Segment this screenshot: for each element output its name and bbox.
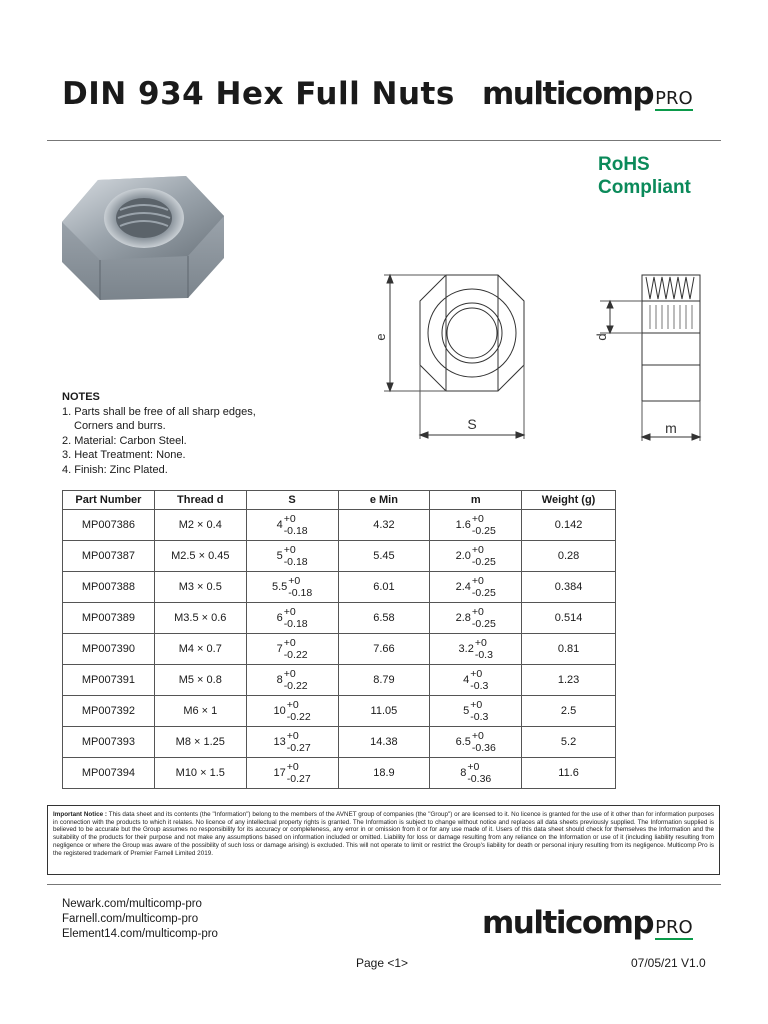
cell-s-tol-lower: -0.18 bbox=[283, 617, 308, 630]
dim-label-d: d bbox=[594, 333, 609, 341]
table-row bbox=[63, 510, 616, 541]
cell-e-min: 8.79 bbox=[338, 665, 430, 696]
cell-thread: M2 × 0.4 bbox=[154, 510, 246, 541]
cell-e-min: 18.9 bbox=[338, 758, 430, 789]
cell-weight: 2.5 bbox=[522, 696, 616, 727]
cell-s-tol-upper: +0 bbox=[286, 729, 299, 742]
cell-part-number: MP007390 bbox=[63, 634, 155, 665]
notice-label: Important Notice : bbox=[53, 811, 108, 818]
cell-thread: M10 × 1.5 bbox=[154, 758, 246, 789]
cell-s-tol-lower: -0.22 bbox=[283, 648, 308, 661]
col-m: m bbox=[430, 491, 522, 510]
link-element14[interactable]: Element14.com/multicomp-pro bbox=[62, 928, 218, 940]
cell-s-tol-lower: -0.27 bbox=[286, 772, 311, 785]
cell-weight: 0.514 bbox=[522, 603, 616, 634]
footer-divider bbox=[47, 884, 721, 885]
cell-s-tol-lower: -0.22 bbox=[286, 710, 311, 723]
cell-m-tol-lower: -0.25 bbox=[471, 617, 496, 630]
cell-s-tol-upper: +0 bbox=[283, 667, 296, 680]
cell-m bbox=[430, 665, 522, 696]
cell-part-number: MP007386 bbox=[63, 510, 155, 541]
hex-nut-photo bbox=[58, 170, 230, 302]
dim-label-s: S bbox=[467, 416, 477, 432]
cell-m-nominal: 2.0 bbox=[455, 550, 471, 562]
cell-s-nominal: 5.5 bbox=[271, 581, 288, 593]
cell-m-tol-lower: -0.25 bbox=[471, 586, 496, 599]
cell-m bbox=[430, 572, 522, 603]
cell-s-nominal: 10 bbox=[273, 705, 286, 717]
cell-s-nominal: 4 bbox=[276, 519, 283, 531]
cell-s-nominal: 8 bbox=[276, 674, 283, 686]
note-item: 1. Parts shall be free of all sharp edges, bbox=[62, 405, 256, 418]
cell-m-tol-upper: +0 bbox=[474, 636, 487, 649]
cell-weight: 0.142 bbox=[522, 510, 616, 541]
cell-part-number: MP007388 bbox=[63, 572, 155, 603]
cell-m-nominal: 2.4 bbox=[455, 581, 471, 593]
table-header-row bbox=[63, 491, 616, 510]
cell-s-tol-upper: +0 bbox=[283, 605, 296, 618]
cell-thread: M4 × 0.7 bbox=[154, 634, 246, 665]
cell-m-tol-upper: +0 bbox=[471, 605, 484, 618]
note-item: 2. Material: Carbon Steel. bbox=[62, 434, 187, 447]
cell-m-nominal: 5 bbox=[463, 705, 470, 717]
table-row bbox=[63, 696, 616, 727]
cell-thread: M2.5 × 0.45 bbox=[154, 541, 246, 572]
cell-weight: 0.28 bbox=[522, 541, 616, 572]
cell-m-nominal: 3.2 bbox=[458, 643, 474, 655]
cell-s-nominal: 7 bbox=[276, 643, 283, 655]
note-item: 4. Finish: Zinc Plated. bbox=[62, 463, 168, 476]
spec-table bbox=[62, 490, 616, 789]
cell-s bbox=[246, 665, 338, 696]
table-row bbox=[63, 603, 616, 634]
cell-s-nominal: 6 bbox=[276, 612, 283, 624]
cell-m bbox=[430, 696, 522, 727]
rohs-line1: RoHS bbox=[598, 154, 650, 175]
table-row bbox=[63, 665, 616, 696]
multicomp-pro-logo bbox=[482, 76, 693, 112]
cell-m bbox=[430, 603, 522, 634]
cell-part-number: MP007394 bbox=[63, 758, 155, 789]
cell-m-tol-upper: +0 bbox=[471, 512, 484, 525]
cell-thread: M6 × 1 bbox=[154, 696, 246, 727]
col-part-number: Part Number bbox=[63, 491, 155, 510]
cell-m bbox=[430, 634, 522, 665]
cell-weight: 11.6 bbox=[522, 758, 616, 789]
cell-e-min: 14.38 bbox=[338, 727, 430, 758]
cell-weight: 1.23 bbox=[522, 665, 616, 696]
cell-s bbox=[246, 541, 338, 572]
cell-s bbox=[246, 634, 338, 665]
cell-s-tol-upper: +0 bbox=[286, 698, 299, 711]
cell-m-tol-upper: +0 bbox=[470, 698, 483, 711]
table-row bbox=[63, 727, 616, 758]
logo-word: multicomp bbox=[482, 76, 654, 112]
cell-m bbox=[430, 758, 522, 789]
cell-weight: 0.384 bbox=[522, 572, 616, 603]
cell-m-tol-lower: -0.25 bbox=[471, 555, 496, 568]
cell-s-tol-upper: +0 bbox=[283, 512, 296, 525]
cell-e-min: 5.45 bbox=[338, 541, 430, 572]
col-e-min: e Min bbox=[338, 491, 430, 510]
col-weight: Weight (g) bbox=[522, 491, 616, 510]
cell-m bbox=[430, 727, 522, 758]
cell-s-tol-upper: +0 bbox=[283, 543, 296, 556]
cell-m-nominal: 8 bbox=[460, 767, 467, 779]
cell-e-min: 4.32 bbox=[338, 510, 430, 541]
link-farnell[interactable]: Farnell.com/multicomp-pro bbox=[62, 913, 199, 925]
cell-m-tol-lower: -0.3 bbox=[474, 648, 493, 661]
cell-m-tol-lower: -0.3 bbox=[470, 710, 489, 723]
important-notice bbox=[47, 805, 720, 875]
note-item: 3. Heat Treatment: None. bbox=[62, 449, 186, 461]
cell-m-tol-lower: -0.3 bbox=[470, 679, 489, 692]
rohs-badge bbox=[598, 153, 691, 199]
cell-part-number: MP007387 bbox=[63, 541, 155, 572]
side-view bbox=[600, 275, 700, 441]
header-divider bbox=[47, 140, 721, 141]
cell-s bbox=[246, 572, 338, 603]
multicomp-pro-logo-footer bbox=[482, 905, 693, 941]
cell-m-nominal: 4 bbox=[463, 674, 470, 686]
cell-s bbox=[246, 510, 338, 541]
cell-e-min: 6.58 bbox=[338, 603, 430, 634]
cell-weight: 5.2 bbox=[522, 727, 616, 758]
logo-pro: PRO bbox=[655, 88, 693, 109]
cell-s-tol-lower: -0.22 bbox=[283, 679, 308, 692]
cell-thread: M8 × 1.25 bbox=[154, 727, 246, 758]
footer-links bbox=[62, 897, 218, 942]
front-view bbox=[384, 275, 524, 439]
cell-m-tol-upper: +0 bbox=[470, 667, 483, 680]
cell-part-number: MP007393 bbox=[63, 727, 155, 758]
rohs-line2: Compliant bbox=[598, 177, 691, 198]
date-version: 07/05/21 V1.0 bbox=[631, 956, 706, 970]
notes-block bbox=[62, 390, 256, 477]
cell-m-tol-upper: +0 bbox=[471, 574, 484, 587]
cell-s-tol-lower: -0.27 bbox=[286, 741, 311, 754]
cell-m bbox=[430, 541, 522, 572]
cell-thread: M3.5 × 0.6 bbox=[154, 603, 246, 634]
cell-s-tol-upper: +0 bbox=[288, 574, 301, 587]
cell-m-tol-upper: +0 bbox=[471, 543, 484, 556]
cell-s-nominal: 13 bbox=[273, 736, 286, 748]
notice-text: This data sheet and its contents (the "Information") belong to the members of the AVNET group of companies (the "Group") or are licensed to it. No licence is granted for the use of it other than for information purposes in connection with the products to which it relates. No licence of any intellectual property rights is granted. The Information is subject to change without notice and replaces all data sheets previously supplied. The Information supplied is believed to be accurate but the Group assumes no responsibility for its accuracy or completeness, any error in or omission from it or for any use made of it. Users of this data sheet should check for themselves the Information and the suitability of the products for their purpose and not make any assumptions based on information included or omitted. Liability for loss or damage resulting from any reliance on the Information or use of it (including liability resulting from negligence or where the Group was aware of the possibility of such loss or damage arising) is excluded. This will not operate to limit or restrict the Group's liability for death or personal injury resulting from its negligence. Multicomp Pro is the registered trademark of Premier Farnell Limited 2019. bbox=[53, 811, 714, 857]
dim-label-m: m bbox=[665, 420, 677, 436]
cell-e-min: 7.66 bbox=[338, 634, 430, 665]
cell-m-nominal: 6.5 bbox=[455, 736, 471, 748]
cell-part-number: MP007389 bbox=[63, 603, 155, 634]
cell-s-tol-upper: +0 bbox=[283, 636, 296, 649]
cell-s-nominal: 5 bbox=[276, 550, 283, 562]
cell-m-tol-lower: -0.36 bbox=[471, 741, 496, 754]
cell-m-nominal: 2.8 bbox=[455, 612, 471, 624]
col-s: S bbox=[246, 491, 338, 510]
page-number: Page <1> bbox=[356, 956, 409, 970]
col-thread: Thread d bbox=[154, 491, 246, 510]
cell-thread: M5 × 0.8 bbox=[154, 665, 246, 696]
cell-m-tol-upper: +0 bbox=[471, 729, 484, 742]
cell-s-tol-lower: -0.18 bbox=[288, 586, 313, 599]
cell-s-tol-lower: -0.18 bbox=[283, 555, 308, 568]
cell-m-nominal: 1.6 bbox=[455, 519, 471, 531]
cell-m-tol-upper: +0 bbox=[467, 760, 480, 773]
cell-part-number: MP007391 bbox=[63, 665, 155, 696]
notes-heading: NOTES bbox=[62, 391, 100, 403]
cell-s-nominal: 17 bbox=[273, 767, 286, 779]
logo-word: multicomp bbox=[482, 905, 654, 941]
cell-m bbox=[430, 510, 522, 541]
cell-thread: M3 × 0.5 bbox=[154, 572, 246, 603]
table-row bbox=[63, 758, 616, 789]
note-item: Corners and burrs. bbox=[74, 420, 166, 432]
cell-m-tol-lower: -0.36 bbox=[467, 772, 492, 785]
cell-s bbox=[246, 727, 338, 758]
link-newark[interactable]: Newark.com/multicomp-pro bbox=[62, 898, 202, 910]
cell-e-min: 6.01 bbox=[338, 572, 430, 603]
table-row bbox=[63, 634, 616, 665]
dimension-drawings bbox=[370, 265, 720, 445]
cell-weight: 0.81 bbox=[522, 634, 616, 665]
cell-s bbox=[246, 603, 338, 634]
cell-e-min: 11.05 bbox=[338, 696, 430, 727]
logo-pro: PRO bbox=[655, 917, 693, 938]
page-title: DIN 934 Hex Full Nuts bbox=[62, 76, 455, 112]
table-row bbox=[63, 541, 616, 572]
cell-s-tol-upper: +0 bbox=[286, 760, 299, 773]
cell-m-tol-lower: -0.25 bbox=[471, 524, 496, 537]
cell-s-tol-lower: -0.18 bbox=[283, 524, 308, 537]
cell-part-number: MP007392 bbox=[63, 696, 155, 727]
cell-s bbox=[246, 696, 338, 727]
table-row bbox=[63, 572, 616, 603]
cell-s bbox=[246, 758, 338, 789]
dim-label-e: e bbox=[373, 333, 388, 341]
